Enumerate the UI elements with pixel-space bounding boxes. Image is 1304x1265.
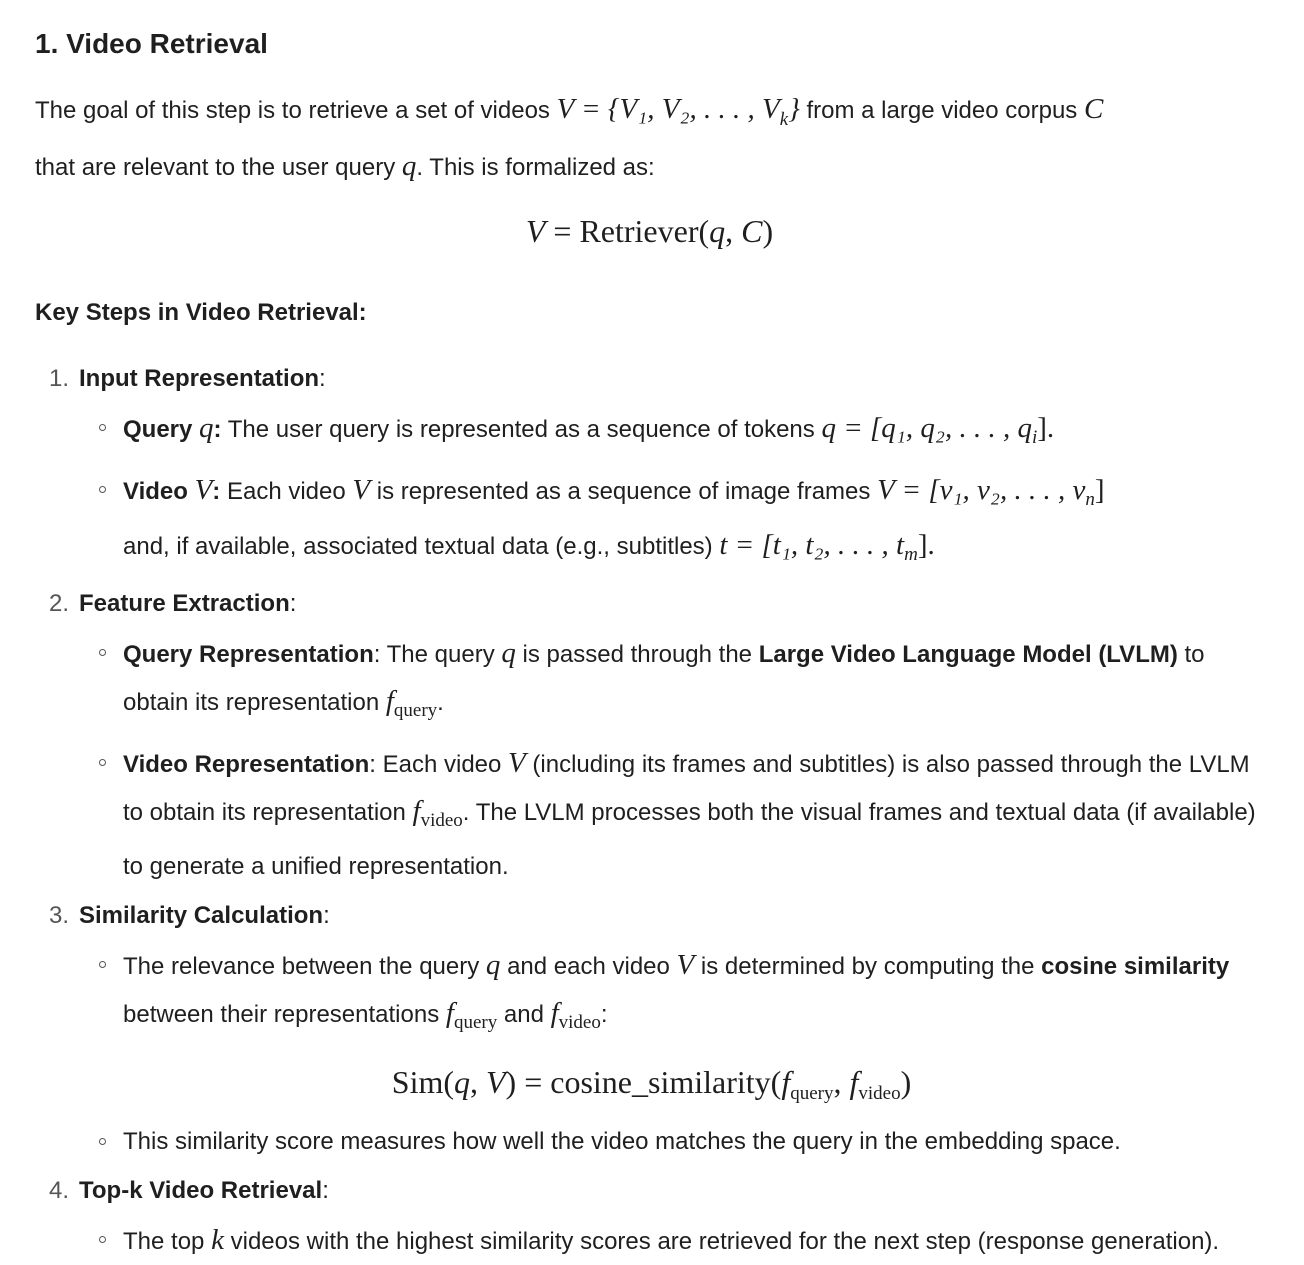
bullet-colon: :	[212, 477, 221, 505]
math-close: ].	[917, 529, 935, 562]
bullet-circle-icon	[99, 486, 106, 493]
bullet-text: to obtain its representation	[123, 641, 1205, 717]
eq-cosine: ) = cosine_similarity(	[505, 1063, 782, 1100]
bullet-score-meaning	[79, 1119, 1264, 1165]
math-sub: video	[420, 809, 463, 831]
step-title-line: Input Representation:	[79, 364, 326, 392]
bullet-label: Query Representation	[123, 641, 374, 669]
bullet-circle-icon	[99, 1236, 106, 1243]
bullet-query	[79, 405, 1264, 461]
math-v: V	[194, 473, 213, 506]
bullet-text: : Each video	[369, 750, 509, 778]
math-sub-k: k	[779, 108, 789, 130]
step-title-line: Feature Extraction:	[79, 590, 297, 618]
eq-comma: ,	[470, 1063, 486, 1100]
bullet-text: The relevance between the query	[123, 952, 486, 980]
math-video-set-end: }	[788, 93, 800, 125]
eq-q: q	[454, 1063, 470, 1100]
eq-f: f	[781, 1063, 791, 1100]
bullet-list	[79, 630, 1264, 890]
math-q: q	[485, 948, 501, 981]
step-similarity-calculation	[35, 896, 1264, 1166]
bullet-topk	[79, 1217, 1264, 1265]
math-f: f	[385, 685, 394, 718]
eq-sim: Sim(	[391, 1063, 454, 1100]
math-corpus: C	[1083, 93, 1104, 125]
bullet-text: . The LVLM processes both the visual frames and textual data (if available) to generate a unified representation.	[123, 798, 1256, 880]
bullet-text: This similarity score measures how well the video matches the query in the embedding space.	[123, 1128, 1121, 1156]
bullet-text: : The query	[373, 641, 502, 669]
eq-sub: video	[858, 1082, 901, 1104]
math-close: ]	[1094, 473, 1105, 506]
bullet-circle-icon	[99, 1138, 106, 1145]
bullet-text: videos with the highest similarity scores are retrieved for the next step (response generation).	[223, 1228, 1220, 1256]
step-number: 4.	[49, 1177, 70, 1205]
step-number: 1.	[49, 364, 70, 392]
step-title: Input Representation	[79, 364, 320, 392]
bullet-text: :	[600, 1000, 608, 1028]
step-title-line: Top-k Video Retrieval:	[79, 1177, 329, 1205]
bullet-text: between their representations	[123, 1000, 446, 1028]
eq-f: f	[849, 1063, 859, 1100]
bullet-circle-icon	[99, 759, 106, 766]
bullet-text: The user query is represented as a sequence of tokens	[221, 415, 822, 443]
bullet-circle-icon	[99, 649, 106, 656]
steps-list	[35, 359, 1264, 1265]
math-q: q	[199, 411, 214, 444]
eq1-c: C	[741, 212, 763, 249]
bullet-video	[79, 467, 1264, 579]
math-sub: m	[904, 544, 918, 566]
bullet-circle-icon	[99, 424, 106, 431]
step-number: 2.	[49, 590, 70, 618]
bold-term: Large Video Language Model (LVLM)	[758, 641, 1178, 669]
bold-term: cosine similarity	[1041, 952, 1230, 980]
math-sub: i	[1031, 426, 1038, 448]
bullet-relevance	[79, 942, 1264, 1122]
math-sub: query	[453, 1011, 498, 1033]
bullet-colon: :	[213, 415, 222, 443]
eq1-close: )	[762, 212, 774, 249]
eq-comma: ,	[833, 1063, 850, 1100]
bullet-text: and, if available, associated textual data (e.g., subtitles)	[123, 533, 720, 561]
step-topk-retrieval	[35, 1171, 1264, 1265]
bullet-label: Query	[123, 415, 200, 443]
bullet-text: is determined by computing the	[694, 952, 1042, 980]
math-close: ].	[1037, 411, 1055, 444]
bullet-text: and	[497, 1000, 551, 1028]
bullet-label: Video	[123, 477, 195, 505]
bullet-text: (including its frames and subtitles) is also passed through the LVLM to obtain its representation	[123, 750, 1250, 826]
math-v: V	[508, 746, 526, 779]
eq1-function: = Retriever(	[545, 212, 710, 249]
eq-sub: query	[790, 1082, 834, 1104]
math-period: .	[437, 689, 444, 717]
bullet-text: and each video	[500, 952, 677, 980]
intro-text-3: that are relevant to the user query	[35, 153, 402, 181]
math-token-seq: q = [q₁, q₂, . . . , q	[821, 411, 1032, 444]
math-k: k	[211, 1224, 224, 1257]
math-v: V	[676, 948, 695, 981]
bullet-text: Each video	[220, 477, 353, 505]
bullet-list	[79, 942, 1264, 1166]
key-steps-heading: Key Steps in Video Retrieval:	[35, 298, 367, 326]
step-input-representation	[35, 359, 1264, 578]
bullet-circle-icon	[99, 961, 106, 968]
intro-text-1: The goal of this step is to retrieve a set of videos	[35, 97, 557, 124]
math-sub: query	[393, 699, 438, 721]
math-query: q	[401, 149, 417, 182]
math-sub: n	[1085, 488, 1095, 510]
math-f: f	[550, 996, 559, 1029]
intro-text-4: . This is formalized as:	[416, 153, 655, 181]
eq1-q: q	[709, 212, 726, 249]
intro-paragraph	[35, 86, 1264, 191]
bullet-text: is passed through the	[515, 641, 759, 669]
bullet-text: is represented as a sequence of image frames	[370, 477, 878, 505]
math-video-set	[556, 93, 800, 130]
eq1-lhs: V	[525, 212, 546, 249]
math-subtitle-seq: t = [t₁, t₂, . . . , t	[719, 529, 905, 562]
retriever-equation	[35, 203, 1264, 263]
math-f: f	[412, 794, 421, 827]
step-title: Feature Extraction	[79, 590, 290, 618]
math-frame-seq: V = [v₁, v₂, . . . , v	[877, 473, 1086, 506]
step-title: Similarity Calculation	[79, 901, 324, 929]
bullet-list	[79, 405, 1264, 578]
eq-close: )	[900, 1063, 912, 1100]
section-heading: 1. Video Retrieval	[35, 28, 268, 59]
step-title-line: Similarity Calculation:	[79, 901, 330, 929]
bullet-list	[79, 1217, 1264, 1265]
eq-v: V	[486, 1063, 506, 1100]
bullet-text: The top	[123, 1228, 212, 1256]
step-feature-extraction	[35, 584, 1264, 890]
math-sub: video	[558, 1011, 601, 1033]
bullet-video-representation	[79, 740, 1264, 890]
math-v: V	[352, 473, 371, 506]
bullet-query-representation	[79, 630, 1264, 734]
step-title: Top-k Video Retrieval	[79, 1177, 323, 1205]
similarity-equation	[79, 1054, 1264, 1122]
eq1-comma: ,	[725, 212, 742, 249]
math-f: f	[445, 996, 454, 1029]
bullet-label: Video Representation	[123, 750, 370, 778]
intro-text-2: from a large video corpus	[799, 97, 1084, 124]
step-number: 3.	[49, 901, 70, 929]
math-video-set-body: V = {V₁, V₂, . . . , V	[556, 93, 780, 125]
math-q: q	[501, 637, 516, 670]
